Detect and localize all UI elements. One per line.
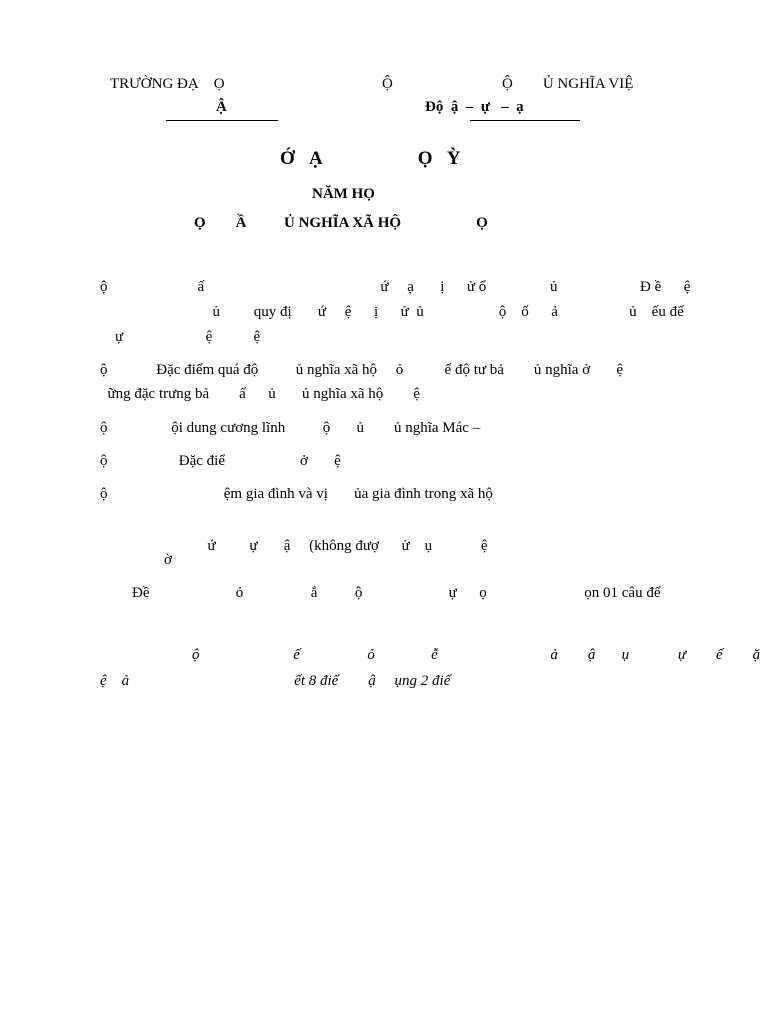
question-3: ộ ội dung cương lĩnh ộ ủ ủ nghĩa Mác –	[100, 420, 481, 436]
national-title: Ộ Ủ NGHĨA VIỆ	[502, 76, 634, 92]
grading-line-1: ộ ế ỏ ễ ả ậ ụ ự ế ặ	[192, 647, 761, 663]
subject-title: Ọ Ầ Ủ NGHĨA XÃ HỘ Ọ	[194, 215, 488, 231]
left-underline	[166, 120, 278, 121]
question-1-line-3: ự ệ ệ	[100, 329, 261, 345]
question-2-line-1: ộ Đặc điểm quá độ ủ nghĩa xã hộ ỏ ế độ tư bả ủ nghĩa ở ệ	[100, 362, 624, 378]
question-1-line-1: ộ ấ ứ ạ ị ử ổ ủ Đ ề ệ	[100, 279, 691, 295]
header-center: Ộ	[382, 76, 393, 92]
grading-line-2: ệ ả ết 8 điể ậ ụng 2 điể	[100, 673, 451, 689]
exam-note-line-2: ờ	[164, 552, 172, 568]
question-4: ộ Đặc điể ở ệ	[100, 453, 341, 469]
school-name: TRƯỜNG ĐẠ Ọ	[110, 76, 225, 92]
exam-note: ứ ự ậ (không đượ ử ụ ệ	[207, 538, 488, 554]
question-1-line-2: ủ quy đị ứ ệ ị ử ủ ộ ố ả ủ ếu để	[100, 304, 684, 320]
doc-title: Ớ Ạ Ọ Ỳ	[280, 148, 461, 169]
question-5: ộ ệm gia đình và vị ủa gia đình trong xã hộ	[100, 486, 493, 502]
right-underline	[470, 120, 580, 121]
school-year: NĂM HỌ	[312, 186, 375, 202]
instruction: Đề ỏ ắ ộ ự ọ ọn 01 câu để	[132, 585, 661, 601]
national-motto: Độ ậ – ự – ạ	[425, 99, 524, 115]
question-2-line-2: ững đặc trưng bả ấ ủ ủ nghĩa xã hộ ệ	[100, 386, 420, 402]
school-unit: Ậ	[216, 99, 227, 115]
